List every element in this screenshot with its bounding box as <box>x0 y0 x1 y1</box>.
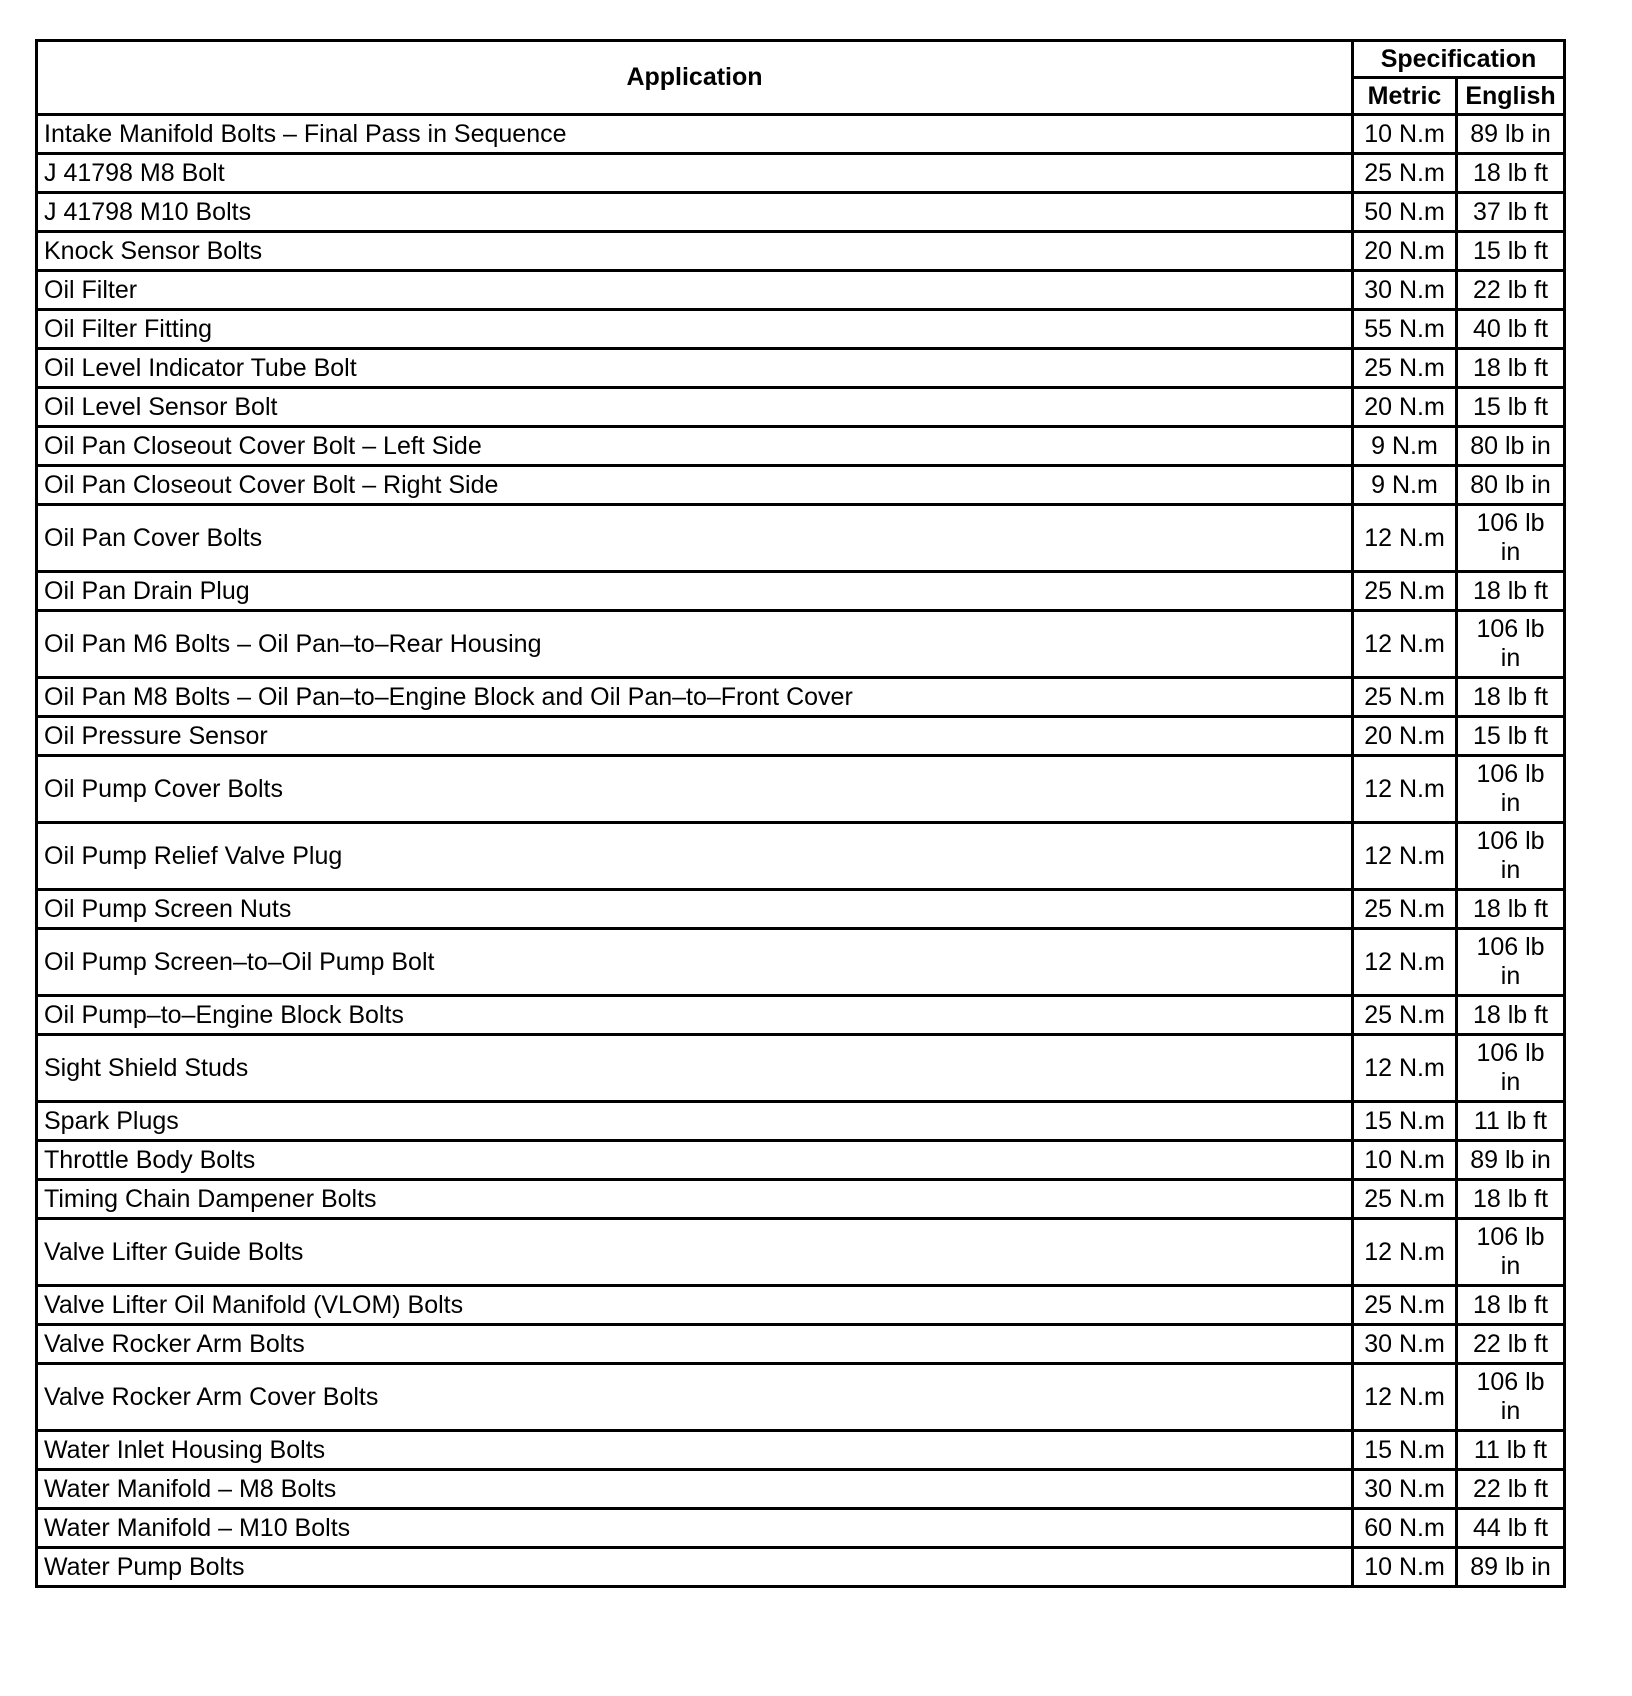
table-row <box>37 1431 1565 1470</box>
english-cell: 18 lb ft <box>1457 1180 1565 1219</box>
application-cell: Oil Level Sensor Bolt <box>37 388 1353 427</box>
table-row <box>37 756 1565 823</box>
table-row <box>37 1548 1565 1587</box>
torque-spec-table <box>35 39 1566 1588</box>
application-cell: Oil Pan Cover Bolts <box>37 505 1353 572</box>
english-cell: 18 lb ft <box>1457 349 1565 388</box>
application-cell: Sight Shield Studs <box>37 1035 1353 1102</box>
table-row <box>37 1141 1565 1180</box>
metric-cell: 25 N.m <box>1353 154 1457 193</box>
table-row <box>37 1325 1565 1364</box>
english-cell: 18 lb ft <box>1457 1286 1565 1325</box>
english-cell: 18 lb ft <box>1457 890 1565 929</box>
metric-cell: 10 N.m <box>1353 1548 1457 1587</box>
metric-cell: 55 N.m <box>1353 310 1457 349</box>
english-cell: 15 lb ft <box>1457 717 1565 756</box>
table-row <box>37 1219 1565 1286</box>
table-row <box>37 1035 1565 1102</box>
english-cell: 89 lb in <box>1457 1548 1565 1587</box>
english-cell: 37 lb ft <box>1457 193 1565 232</box>
metric-cell: 12 N.m <box>1353 611 1457 678</box>
metric-cell: 10 N.m <box>1353 115 1457 154</box>
table-row <box>37 1286 1565 1325</box>
table-row <box>37 929 1565 996</box>
application-cell: Valve Lifter Oil Manifold (VLOM) Bolts <box>37 1286 1353 1325</box>
table-row <box>37 1180 1565 1219</box>
table-row <box>37 115 1565 154</box>
table-row <box>37 388 1565 427</box>
metric-cell: 25 N.m <box>1353 996 1457 1035</box>
metric-cell: 30 N.m <box>1353 1325 1457 1364</box>
table-row <box>37 1470 1565 1509</box>
application-cell: Valve Rocker Arm Bolts <box>37 1325 1353 1364</box>
table-row <box>37 1102 1565 1141</box>
english-cell: 18 lb ft <box>1457 996 1565 1035</box>
table-row <box>37 572 1565 611</box>
header-row-top <box>37 41 1565 78</box>
application-cell: Knock Sensor Bolts <box>37 232 1353 271</box>
table-body <box>37 115 1565 1587</box>
table-row <box>37 611 1565 678</box>
metric-cell: 25 N.m <box>1353 1180 1457 1219</box>
table-row <box>37 1364 1565 1431</box>
application-cell: Oil Pump Relief Valve Plug <box>37 823 1353 890</box>
metric-header: Metric <box>1353 78 1457 115</box>
english-cell: 15 lb ft <box>1457 232 1565 271</box>
english-cell: 106 lb in <box>1457 1364 1565 1431</box>
application-cell: Oil Pressure Sensor <box>37 717 1353 756</box>
application-cell: Oil Filter <box>37 271 1353 310</box>
table-row <box>37 427 1565 466</box>
application-cell: Oil Pan Closeout Cover Bolt – Right Side <box>37 466 1353 505</box>
metric-cell: 60 N.m <box>1353 1509 1457 1548</box>
english-header: English <box>1457 78 1565 115</box>
english-cell: 80 lb in <box>1457 466 1565 505</box>
table-row <box>37 310 1565 349</box>
application-cell: Timing Chain Dampener Bolts <box>37 1180 1353 1219</box>
english-cell: 40 lb ft <box>1457 310 1565 349</box>
english-cell: 22 lb ft <box>1457 1325 1565 1364</box>
application-cell: Oil Pump Screen–to–Oil Pump Bolt <box>37 929 1353 996</box>
table-row <box>37 678 1565 717</box>
metric-cell: 12 N.m <box>1353 1219 1457 1286</box>
metric-cell: 12 N.m <box>1353 929 1457 996</box>
application-cell: Oil Filter Fitting <box>37 310 1353 349</box>
english-cell: 106 lb in <box>1457 1035 1565 1102</box>
application-cell: Oil Pan Closeout Cover Bolt – Left Side <box>37 427 1353 466</box>
table-row <box>37 505 1565 572</box>
metric-cell: 9 N.m <box>1353 427 1457 466</box>
english-cell: 18 lb ft <box>1457 678 1565 717</box>
metric-cell: 25 N.m <box>1353 890 1457 929</box>
english-cell: 89 lb in <box>1457 1141 1565 1180</box>
application-cell: Intake Manifold Bolts – Final Pass in Sequence <box>37 115 1353 154</box>
metric-cell: 20 N.m <box>1353 232 1457 271</box>
metric-cell: 15 N.m <box>1353 1102 1457 1141</box>
application-cell: Throttle Body Bolts <box>37 1141 1353 1180</box>
application-cell: Water Manifold – M10 Bolts <box>37 1509 1353 1548</box>
metric-cell: 20 N.m <box>1353 717 1457 756</box>
table-row <box>37 349 1565 388</box>
metric-cell: 25 N.m <box>1353 678 1457 717</box>
application-cell: J 41798 M8 Bolt <box>37 154 1353 193</box>
application-cell: Water Manifold – M8 Bolts <box>37 1470 1353 1509</box>
metric-cell: 15 N.m <box>1353 1431 1457 1470</box>
metric-cell: 12 N.m <box>1353 1035 1457 1102</box>
application-cell: Oil Pan Drain Plug <box>37 572 1353 611</box>
table-row <box>37 890 1565 929</box>
metric-cell: 25 N.m <box>1353 1286 1457 1325</box>
metric-cell: 30 N.m <box>1353 271 1457 310</box>
english-cell: 44 lb ft <box>1457 1509 1565 1548</box>
english-cell: 106 lb in <box>1457 611 1565 678</box>
metric-cell: 12 N.m <box>1353 505 1457 572</box>
application-cell: Spark Plugs <box>37 1102 1353 1141</box>
english-cell: 11 lb ft <box>1457 1102 1565 1141</box>
table-row <box>37 466 1565 505</box>
english-cell: 89 lb in <box>1457 115 1565 154</box>
english-cell: 11 lb ft <box>1457 1431 1565 1470</box>
metric-cell: 50 N.m <box>1353 193 1457 232</box>
metric-cell: 9 N.m <box>1353 466 1457 505</box>
table-row <box>37 717 1565 756</box>
english-cell: 22 lb ft <box>1457 1470 1565 1509</box>
application-cell: Water Inlet Housing Bolts <box>37 1431 1353 1470</box>
application-cell: Oil Pump Screen Nuts <box>37 890 1353 929</box>
table-header <box>37 41 1565 115</box>
application-cell: Valve Lifter Guide Bolts <box>37 1219 1353 1286</box>
application-header: Application <box>37 41 1353 115</box>
table-row <box>37 271 1565 310</box>
english-cell: 106 lb in <box>1457 756 1565 823</box>
application-cell: Valve Rocker Arm Cover Bolts <box>37 1364 1353 1431</box>
application-cell: Oil Pump Cover Bolts <box>37 756 1353 823</box>
english-cell: 18 lb ft <box>1457 154 1565 193</box>
english-cell: 106 lb in <box>1457 1219 1565 1286</box>
table-row <box>37 232 1565 271</box>
table-row <box>37 996 1565 1035</box>
specification-header: Specification <box>1353 41 1565 78</box>
english-cell: 18 lb ft <box>1457 572 1565 611</box>
application-cell: Oil Pump–to–Engine Block Bolts <box>37 996 1353 1035</box>
application-cell: Oil Level Indicator Tube Bolt <box>37 349 1353 388</box>
application-cell: Oil Pan M8 Bolts – Oil Pan–to–Engine Block and Oil Pan–to–Front Cover <box>37 678 1353 717</box>
english-cell: 15 lb ft <box>1457 388 1565 427</box>
metric-cell: 12 N.m <box>1353 823 1457 890</box>
application-cell: Water Pump Bolts <box>37 1548 1353 1587</box>
application-cell: J 41798 M10 Bolts <box>37 193 1353 232</box>
metric-cell: 12 N.m <box>1353 756 1457 823</box>
english-cell: 106 lb in <box>1457 929 1565 996</box>
english-cell: 80 lb in <box>1457 427 1565 466</box>
english-cell: 22 lb ft <box>1457 271 1565 310</box>
english-cell: 106 lb in <box>1457 505 1565 572</box>
english-cell: 106 lb in <box>1457 823 1565 890</box>
metric-cell: 10 N.m <box>1353 1141 1457 1180</box>
table-row <box>37 154 1565 193</box>
application-cell: Oil Pan M6 Bolts – Oil Pan–to–Rear Housing <box>37 611 1353 678</box>
table-row <box>37 193 1565 232</box>
metric-cell: 25 N.m <box>1353 572 1457 611</box>
metric-cell: 30 N.m <box>1353 1470 1457 1509</box>
metric-cell: 12 N.m <box>1353 1364 1457 1431</box>
metric-cell: 20 N.m <box>1353 388 1457 427</box>
table-row <box>37 823 1565 890</box>
metric-cell: 25 N.m <box>1353 349 1457 388</box>
table-row <box>37 1509 1565 1548</box>
